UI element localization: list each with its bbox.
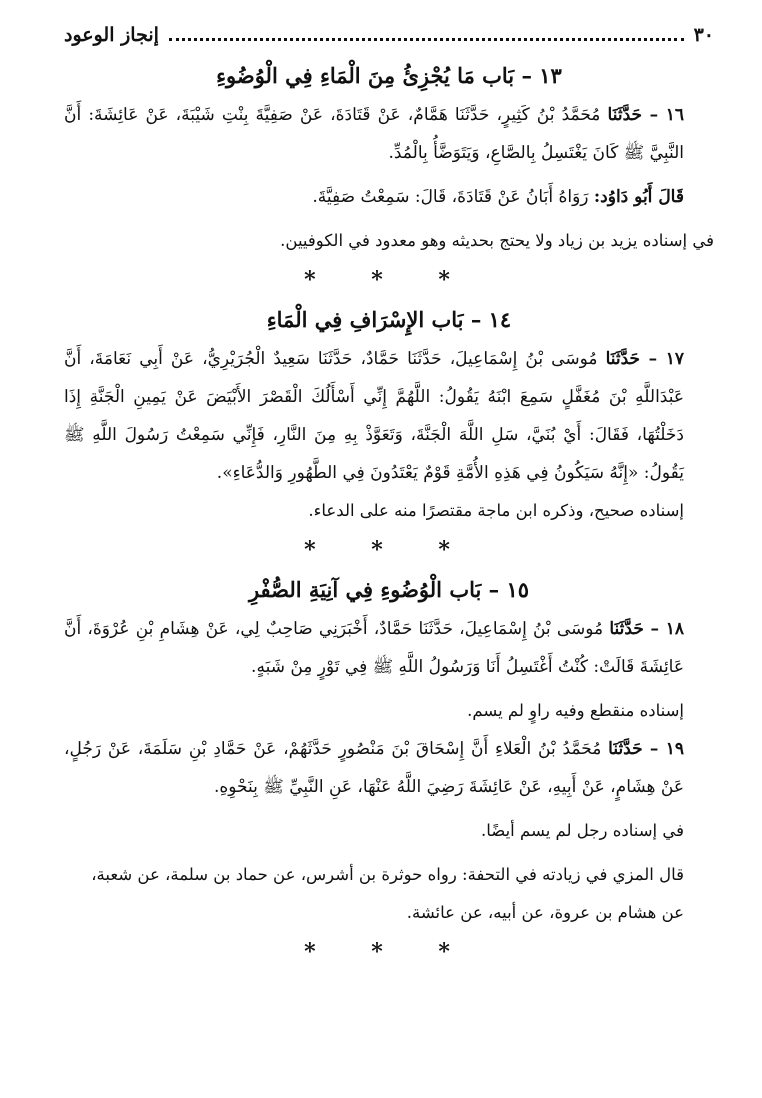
book-title: إنجاز الوعود <box>64 24 159 46</box>
section-divider: * * * <box>304 267 474 293</box>
hadith-19 <box>64 730 714 806</box>
abu-dawud-label: قَالَ أَبُو دَاوُد: <box>593 187 684 207</box>
hadith-18 <box>64 610 714 686</box>
running-header <box>64 18 714 52</box>
grading-note: في إسناده يزيد بن زياد ولا يحتج بحديثه وهو معدود في الكوفيين. <box>280 231 714 250</box>
header-dotted-leader <box>169 38 684 41</box>
page-number: ٣٠ <box>693 24 714 46</box>
hadith-17 <box>64 340 714 492</box>
hadith-16 <box>64 96 714 172</box>
section-divider: * * * <box>304 939 474 965</box>
hadith-number: ١٨ – حَدَّثَنَا <box>609 619 685 639</box>
chapter-title-13: ١٣ – بَاب مَا يُجْزِئُ مِنَ الْمَاءِ فِي الْوُضُوءِ <box>216 63 562 88</box>
chapter-title-14: ١٤ – بَاب الإِسْرَافِ فِي الْمَاءِ <box>266 307 512 332</box>
chapter-title-15: ١٥ – بَاب الْوُضُوءِ فِي آنِيَةِ الصُّفْرِ <box>248 577 530 602</box>
grading-note: في إسناده رجل لم يسم أيضًا. <box>481 821 684 840</box>
mizzi-note: قال المزي في زيادته في التحفة: رواه حوثرة بن أشرس، عن حماد بن سلمة، عن شعبة، عن هشام بن عروة، عن أبيه، عن عائشة. <box>91 865 684 922</box>
section-divider: * * * <box>304 537 474 563</box>
page-content <box>64 56 714 972</box>
hadith-body: مُوسَى بْنُ إِسْمَاعِيلَ، حَدَّثَنَا حَمَّادٌ، أَخْبَرَنِي صَاحِبٌ لِي، عَنْ هِشَامِ بْنِ عُرْوَةَ، أَنَّ عَائِشَةَ قَالَتْ: كُنْتُ أَغْتَسِلُ أَنَا وَرَسُولُ اللَّهِ ﷺ فِي تَوْرٍ مِنْ شَبَهٍ. <box>64 619 684 677</box>
grading-note: إسناده منقطع وفيه راوٍ لم يسم. <box>467 701 684 720</box>
hadith-number: ١٧ – حَدَّثَنَا <box>605 349 685 369</box>
grading-note: إسناده صحيح، وذكره ابن ماجة مقتصرًا منه على الدعاء. <box>308 501 684 520</box>
hadith-number: ١٦ – حَدَّثَنَا <box>607 105 685 125</box>
hadith-number: ١٩ – حَدَّثَنَا <box>608 739 684 759</box>
hadith-body: مُوسَى بْنُ إِسْمَاعِيلَ، حَدَّثَنَا حَمَّادٌ، حَدَّثَنَا سَعِيدٌ الْجُرَيْرِيُّ، عَنْ أَبِي نَعَامَةَ، أَنَّ عَبْدَاللَّهِ بْنَ مُغَفَّلٍ سَمِعَ ابْنَهُ يَقُولُ: اللَّهُمَّ إِنِّي أَسْأَلُكَ الْقَصْرَ الأَبْيَضَ عَنْ يَمِينِ الْجَنَّةِ إِذَا دَخَلْتُهَا، فَقَالَ: أَيْ بُنَيَّ، سَلِ اللَّهَ الْجَنَّةَ، وَتَعَوَّذْ بِهِ مِنَ النَّارِ، فَإِنِّي سَمِعْتُ رَسُولَ اللَّهِ ﷺ يَقُولُ: «إِنَّهُ سَيَكُونُ فِي هَذِهِ الأُمَّةِ قَوْمٌ يَعْتَدُونَ فِي الطَّهُورِ وَالدُّعَاءِ». <box>64 349 684 483</box>
abu-dawud-text: رَوَاهُ أَبَانُ عَنْ قَتَادَةَ، قَالَ: سَمِعْتُ صَفِيَّةَ. <box>312 187 589 207</box>
hadith-body: مُحَمَّدُ بْنُ كَثِيرٍ، حَدَّثَنَا هَمَّامٌ، عَنْ قَتَادَةَ، عَنْ صَفِيَّةَ بِنْتِ شَيْبَةَ، عَنْ عَائِشَةَ: أَنَّ النَّبِيَّ ﷺ كَانَ يَغْتَسِلُ بِالصَّاعِ، وَيَتَوَضَّأُ بِالْمُدِّ. <box>64 105 684 163</box>
hadith-body: مُحَمَّدُ بْنُ الْعَلاءِ أَنَّ إِسْحَاقَ بْنَ مَنْصُورٍ حَدَّثَهُمْ، عَنْ حَمَّادِ بْنِ سَلَمَةَ، عَنْ رَجُلٍ، عَنْ هِشَامٍ، عَنْ أَبِيهِ، عَنْ عَائِشَةَ رَضِيَ اللَّهُ عَنْهَا، عَنِ النَّبِيِّ ﷺ بِنَحْوِهِ. <box>64 739 684 797</box>
abu-dawud-comment <box>64 178 714 216</box>
